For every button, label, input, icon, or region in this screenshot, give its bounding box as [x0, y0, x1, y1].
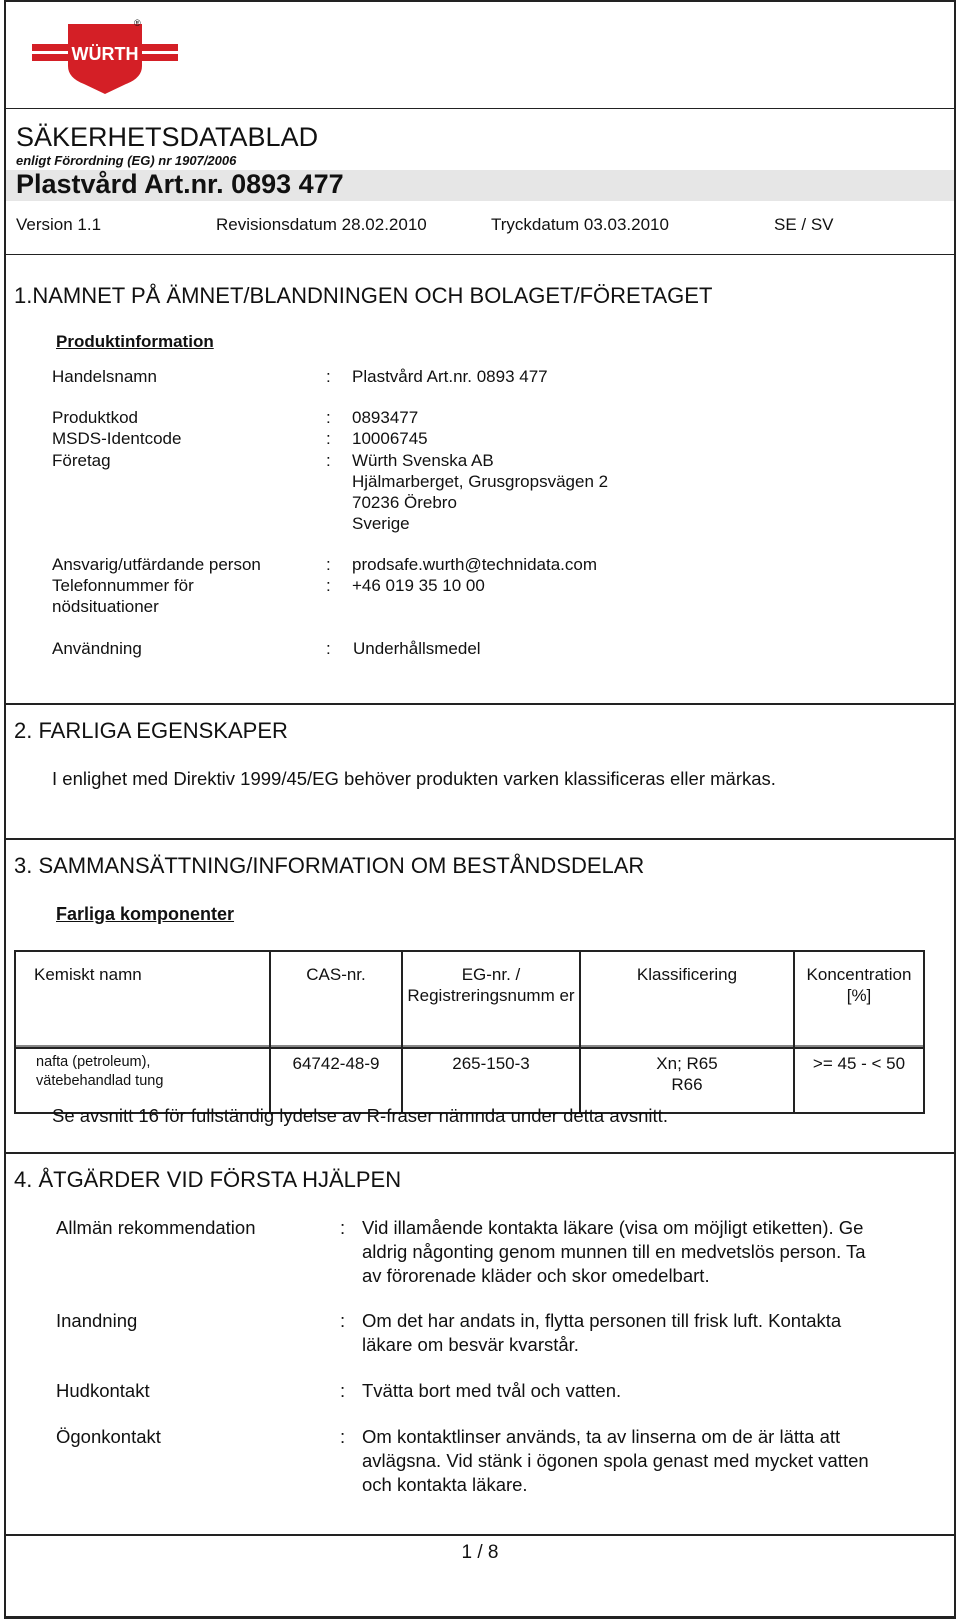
label-handelsnamn: Handelsnamn	[52, 367, 157, 386]
cell-chemical-name	[15, 1048, 270, 1113]
section1-title: 1.NAMNET PÅ ÄMNET/BLANDNINGEN OCH BOLAGET/FÖRETAGET	[14, 283, 713, 308]
label-skin-contact: Hudkontakt	[56, 1380, 150, 1401]
value-general-advice	[362, 1216, 927, 1288]
chemical-name-line1: nafta (petroleum),	[36, 1054, 151, 1070]
table-row	[15, 1048, 924, 1113]
value-company-street: Hjälmarberget, Grusgropsvägen 2	[352, 472, 609, 491]
text-line: Om det har andats in, flytta personen till frisk luft. Kontakta	[362, 1310, 842, 1331]
print-date: Tryckdatum 03.03.2010	[491, 215, 669, 234]
colon: :	[340, 1310, 346, 1331]
section3-subtitle: Farliga komponenter	[56, 904, 235, 924]
text-line: aldrig någonting genom munnen till en medvetslös person. Ta	[362, 1241, 866, 1262]
value-handelsnamn: Plastvård Art.nr. 0893 477	[352, 367, 548, 386]
colon: :	[340, 1380, 346, 1401]
text-line: Om kontaktlinser används, ta av linserna om de är lätta att	[362, 1426, 841, 1447]
cell-cas: 64742-48-9	[270, 1048, 402, 1113]
section3-rule	[6, 1152, 954, 1154]
revision-date: Revisionsdatum 28.02.2010	[216, 215, 427, 234]
section3-title: 3. SAMMANSÄTTNING/INFORMATION OM BESTÅNDSDELAR	[14, 853, 645, 878]
value-anvandning: Underhållsmedel	[353, 639, 481, 658]
components-table	[14, 950, 925, 1114]
value-emergency-phone: +46 019 35 10 00	[352, 576, 485, 595]
chemical-name-line2: vätebehandlad tung	[36, 1073, 164, 1089]
meta-rule	[6, 254, 954, 255]
label-foretag: Företag	[52, 451, 111, 470]
section2-rule	[6, 838, 954, 840]
text-line: läkare om besvär kvarstår.	[362, 1334, 579, 1355]
text-line: av förorenade kläder och skor omedelbart.	[362, 1265, 710, 1286]
value-eye-contact	[362, 1425, 927, 1497]
section2-title: 2. FARLIGA EGENSKAPER	[14, 718, 288, 743]
colon: :	[326, 429, 331, 448]
value-inhalation	[362, 1309, 927, 1357]
label-general-advice: Allmän rekommendation	[56, 1217, 256, 1238]
version: Version 1.1	[16, 215, 102, 234]
section4-title: 4. ÅTGÄRDER VID FÖRSTA HJÄLPEN	[14, 1167, 402, 1192]
classification-line2: R66	[671, 1075, 703, 1094]
text-line: Tvätta bort med tvål och vatten.	[362, 1380, 622, 1401]
colon: :	[326, 408, 331, 427]
value-skin-contact	[362, 1379, 927, 1403]
label-msds-identcode: MSDS-Identcode	[52, 429, 182, 448]
label-produktkod: Produktkod	[52, 408, 138, 427]
locale: SE / SV	[774, 215, 834, 234]
wurth-logo-graphic	[30, 20, 180, 96]
colon: :	[326, 451, 331, 470]
colon: :	[326, 555, 331, 574]
wurth-logo	[30, 20, 180, 96]
footer-rule	[6, 1534, 954, 1536]
label-anvandning: Användning	[52, 639, 142, 658]
text-line: avlägsna. Vid stänk i ögonen spola genast med mycket vatten	[362, 1450, 869, 1471]
document-title: SÄKERHETSDATABLAD	[16, 122, 319, 152]
product-title: Plastvård Art.nr. 0893 477	[16, 169, 344, 199]
colon: :	[326, 367, 331, 386]
section1-rule	[6, 703, 954, 705]
col-cas: CAS-nr.	[270, 951, 402, 1048]
label-responsible-person: Ansvarig/utfärdande person	[52, 555, 261, 574]
value-company-city: 70236 Örebro	[352, 493, 457, 512]
regulation-subtitle: enligt Förordning (EG) nr 1907/2006	[16, 153, 237, 168]
label-inhalation: Inandning	[56, 1310, 138, 1331]
value-company-country: Sverige	[352, 514, 410, 533]
label-emergency-phone-cont: nödsituationer	[52, 597, 159, 616]
header-rule	[6, 108, 954, 109]
cell-classification	[580, 1048, 794, 1113]
label-emergency-phone: Telefonnummer för	[52, 576, 194, 595]
logo-wordmark: WÜRTH	[71, 44, 139, 64]
document-page	[4, 0, 956, 1619]
value-produktkod: 0893477	[352, 408, 419, 427]
product-title-band	[6, 170, 954, 201]
cell-eg-number: 265-150-3	[402, 1048, 580, 1113]
col-eg-number: EG-nr. / Registreringsnumm er	[402, 951, 580, 1048]
cell-concentration: >= 45 - < 50	[794, 1048, 924, 1113]
colon: :	[326, 639, 331, 658]
colon: :	[340, 1217, 346, 1238]
section3-note: Se avsnitt 16 för fullständig lydelse av R-fraser nämnda under detta avsnitt.	[52, 1105, 668, 1126]
colon: :	[326, 576, 331, 595]
registered-mark: ®	[134, 18, 141, 28]
value-email: prodsafe.wurth@technidata.com	[352, 555, 597, 574]
col-classification: Klassificering	[580, 951, 794, 1048]
text-line: och kontakta läkare.	[362, 1474, 528, 1495]
col-chemical-name: Kemiskt namn	[15, 951, 270, 1048]
section1-subtitle: Produktinformation	[56, 332, 214, 351]
col-concentration: Koncentration [%]	[794, 951, 924, 1048]
classification-line1: Xn; R65	[656, 1054, 718, 1073]
value-msds-identcode: 10006745	[352, 429, 428, 448]
page-number: 1 / 8	[461, 1542, 499, 1563]
table-header-row	[15, 951, 924, 1048]
value-company-name: Würth Svenska AB	[352, 451, 494, 470]
section2-text: I enlighet med Direktiv 1999/45/EG behöver produkten varken klassificeras eller märkas.	[52, 768, 776, 789]
text-line: Vid illamående kontakta läkare (visa om möjligt etiketten). Ge	[362, 1217, 864, 1238]
colon: :	[340, 1426, 346, 1447]
label-eye-contact: Ögonkontakt	[56, 1426, 161, 1447]
